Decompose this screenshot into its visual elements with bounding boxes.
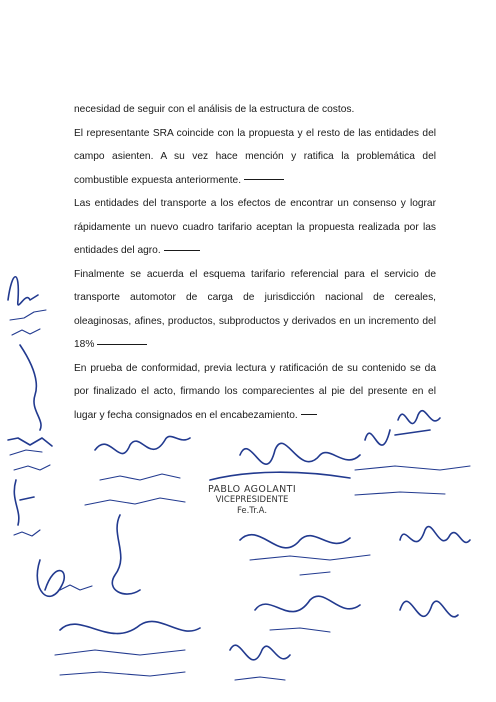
- signature-left-3: [8, 438, 52, 470]
- signature-left-5: [37, 560, 92, 596]
- stamp-name: PABLO AGOLANTI: [207, 484, 297, 495]
- signature-cra: [255, 596, 360, 632]
- signature-catac-bottom: [230, 645, 290, 680]
- paragraph-2: El representante SRA coincide con la propuesta y el resto de las entidades del campo asienten. A su vez hace mención y ratifica la problemática del combustible expuesta anteriormente.: [74, 127, 436, 186]
- signature-right-mid: [400, 527, 470, 543]
- paragraph-3: Las entidades del transporte a los efectos de encontrar un consenso y lograr rápidamente un nuevo cuadro tarifario aceptan la propuesta realizada por las entidades del agro.: [74, 198, 436, 256]
- signature-coninagro: [85, 498, 185, 594]
- signature-right-bottom: [400, 601, 458, 617]
- signature-marcelo: [355, 430, 470, 495]
- signature-left-2: [20, 345, 41, 430]
- signature-fed-acopiadores: [55, 621, 200, 676]
- signature-diego-svez: [95, 436, 190, 480]
- signature-maurenzi: [240, 535, 370, 575]
- stamp-org: Fe.Tr.A.: [236, 506, 268, 516]
- paragraph-5: En prueba de conformidad, previa lectura y ratificación de su contenido se da por finalizado el acto, firmando los comparecientes al pie del presente en el lugar y fecha consignados en el encabezamiento.: [74, 362, 436, 421]
- signature-left-4: [14, 480, 40, 536]
- signature-top-right: [398, 411, 440, 424]
- official-stamp: [198, 484, 306, 517]
- paragraph-1: necesidad de seguir con el análisis de la estructura de costos.: [74, 104, 355, 115]
- signature-agolanti: [210, 443, 360, 480]
- stamp-role: VICEPRESIDENTE: [215, 495, 289, 505]
- signature-left-1: [8, 277, 46, 335]
- paragraph-4: Finalmente se acuerda el esquema tarifario referencial para el servicio de transporte automotor de carga de jurisdicción nacional de cereales, oleaginosas, afines, productos, subproductos y derivados en un incremento del 18%: [74, 268, 436, 350]
